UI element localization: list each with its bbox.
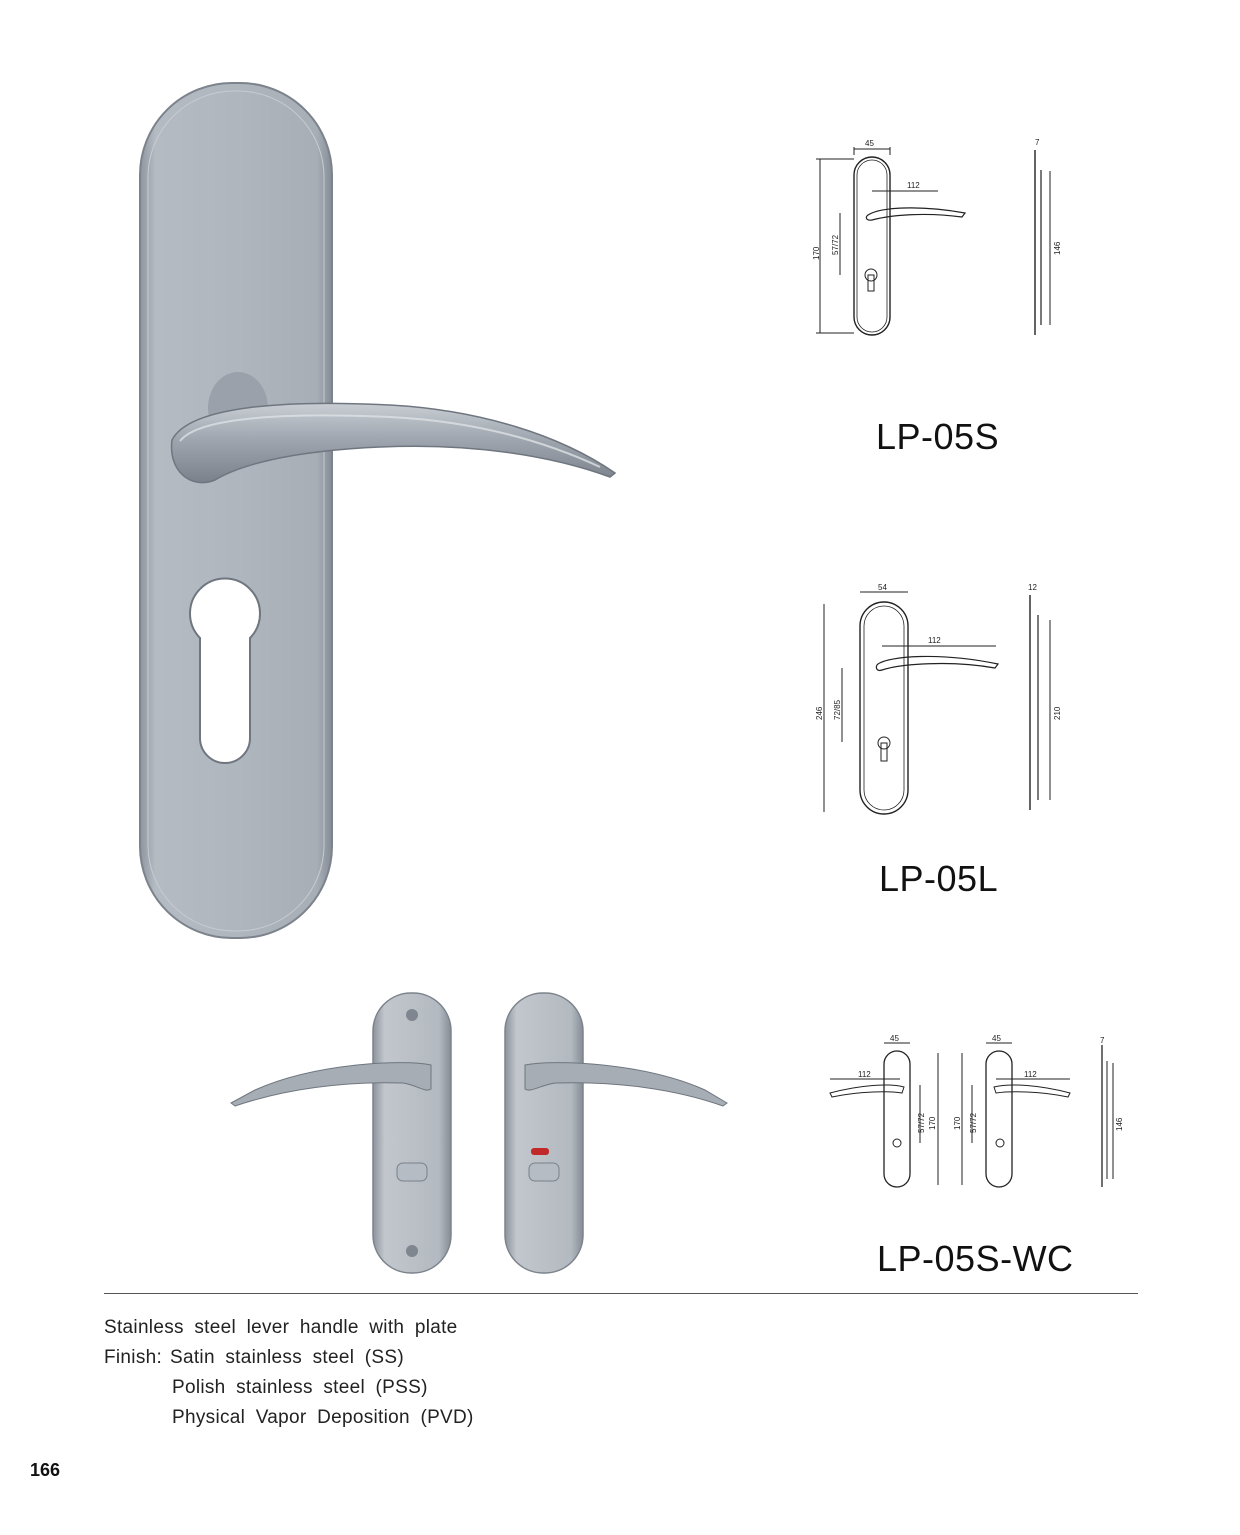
lp-05s-wc-drawing — [820, 1035, 1140, 1195]
lp-05l-height-dim: 246 — [815, 706, 824, 720]
finish-option: Physical Vapor Deposition (PVD) — [172, 1407, 474, 1428]
wc-left-center-dim: 57/72 — [917, 1112, 926, 1133]
lp-05s-height-dim: 170 — [812, 246, 821, 260]
wc-thickness-dim: 7 — [1100, 1036, 1105, 1045]
finish-option: Satin stainless steel (SS) — [170, 1347, 404, 1368]
lp-05s-lever-dim: 112 — [907, 181, 920, 190]
wc-left-lever-dim: 112 — [858, 1070, 871, 1079]
wc-screw-dim: 146 — [1115, 1117, 1124, 1131]
lp-05s-center-dim: 57/72 — [831, 234, 840, 255]
wc-right-center-dim: 57/72 — [969, 1112, 978, 1133]
description-line: Stainless steel lever handle with plate — [104, 1317, 458, 1338]
lp-05l-center-dim: 72/85 — [833, 699, 842, 720]
wc-handle-photos — [225, 985, 735, 1275]
section-divider — [104, 1293, 1138, 1294]
model-lp-05l: LP-05L — [879, 858, 999, 899]
wc-left-height-dim: 170 — [928, 1116, 937, 1130]
lp-05l-width-dim: 54 — [878, 583, 887, 592]
wc-left-width-dim: 45 — [890, 1035, 899, 1043]
model-lp-05s: LP-05S — [876, 416, 1000, 457]
lp-05s-drawing — [810, 135, 1070, 345]
lp-05l-thickness-dim: 12 — [1028, 583, 1037, 592]
lp-05s-thickness-dim: 7 — [1035, 138, 1040, 147]
lp-05l-lever-dim: 112 — [928, 636, 941, 645]
wc-right-height-dim: 170 — [953, 1116, 962, 1130]
wc-right-width-dim: 45 — [992, 1035, 1001, 1043]
finish-label: Finish: — [104, 1347, 163, 1368]
lp-05l-drawing — [810, 580, 1070, 820]
finish-option: Polish stainless steel (PSS) — [172, 1377, 428, 1398]
main-handle-photo — [130, 75, 630, 945]
wc-right-lever-dim: 112 — [1024, 1070, 1037, 1079]
lp-05l-screw-dim: 210 — [1053, 706, 1062, 720]
lp-05s-screw-dim: 146 — [1053, 241, 1062, 255]
model-lp-05s-wc: LP-05S-WC — [877, 1238, 1074, 1279]
page-number: 166 — [30, 1460, 61, 1480]
lp-05s-width-dim: 45 — [865, 139, 874, 148]
